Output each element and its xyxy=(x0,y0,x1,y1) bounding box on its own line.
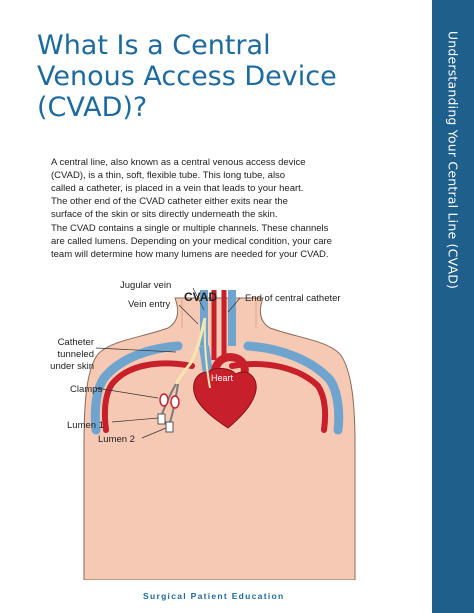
title-line-3: (CVAD)? xyxy=(37,92,148,123)
anatomy-drawing xyxy=(0,280,430,580)
label-line: Catheter xyxy=(57,337,94,348)
paragraph-line: surface of the skin or sits directly underneath the skin. xyxy=(51,209,278,220)
cvad-illustration xyxy=(0,280,430,580)
label-clamps: Clamps xyxy=(70,384,103,395)
figure-title: CVAD xyxy=(184,290,218,304)
label-lumen-2: Lumen 2 xyxy=(98,434,135,445)
paragraph-line: The CVAD contains a single or multiple channels. These channels xyxy=(51,223,329,234)
title-line-1: What Is a Central xyxy=(37,30,271,61)
paragraph-line: A central line, also known as a central venous access device xyxy=(51,157,306,168)
label-line: under skin xyxy=(50,361,94,372)
label-heart: Heart xyxy=(211,373,234,383)
clamp-1 xyxy=(160,394,168,406)
sidebar-title: Understanding Your Central Line (CVAD) xyxy=(445,30,461,290)
label-end-of-catheter: End of central catheter xyxy=(245,293,341,304)
paragraph-line: The other end of the CVAD catheter either exits near the xyxy=(51,196,288,207)
lumen-1-cap xyxy=(158,414,165,424)
label-lumen-1: Lumen 1 xyxy=(67,420,104,431)
lumens-paragraph xyxy=(51,222,371,261)
lumen-2-cap xyxy=(166,422,173,432)
label-jugular-vein: Jugular vein xyxy=(120,280,172,291)
sidebar-band xyxy=(432,0,474,613)
title-line-2: Venous Access Device xyxy=(37,61,337,92)
label-line: tunneled xyxy=(57,349,94,360)
paragraph-line: team will determine how many lumens are needed for your CVAD. xyxy=(51,249,329,260)
label-vein-entry: Vein entry xyxy=(128,299,171,310)
paragraph-line: are called lumens. Depending on your medical condition, your care xyxy=(51,236,332,247)
clamp-2 xyxy=(171,396,179,408)
label-catheter-tunneled xyxy=(40,337,94,373)
page-title xyxy=(37,30,367,123)
paragraph-line: (CVAD), is a thin, soft, flexible tube. This long tube, also xyxy=(51,170,286,181)
footer-text: Surgical Patient Education xyxy=(143,591,285,601)
paragraph-line: called a catheter, is placed in a vein that leads to your heart. xyxy=(51,183,304,194)
intro-paragraph xyxy=(51,156,371,221)
